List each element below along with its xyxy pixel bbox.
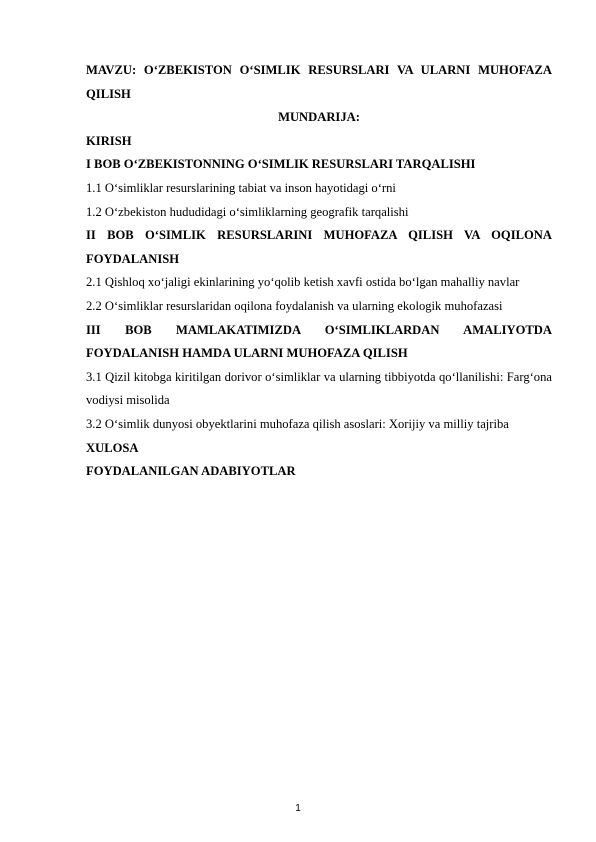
toc-entry-section-1-1: 1.1 O‘simliklar resurslarining tabiat va inson hayotidagi o‘rni xyxy=(86,180,396,195)
toc-entry-chapter-3: III BOB MAMLAKATIMIZDA O‘SIMLIKLARDAN AMALIYOTDA FOYDALANISH HAMDA ULARNI MUHOFAZA QILISH xyxy=(86,322,552,361)
toc-entry-section-1-2: 1.2 O‘zbekiston hududidagi o‘simliklarning geografik tarqalishi xyxy=(86,204,409,219)
topic-title: MAVZU: O‘ZBEKISTON O‘SIMLIK RESURSLARI VA ULARNI MUHOFAZA QILISH xyxy=(86,63,552,101)
toc-entry-section-2-1: 2.1 Qishloq xo‘jaligi ekinlarining yo‘qolib ketish xavfi ostida bo‘lgan mahalliy navlar xyxy=(86,275,520,290)
toc-entry-section-3-1: 3.1 Qizil kitobga kiritilgan dorivor o‘simliklar va ularning tibbiyotda qo‘llanilishi: Farg‘ona vodiysi misolida xyxy=(86,369,552,408)
toc-entry-section-2-2: 2.2 O‘simliklar resurslaridan oqilona foydalanish va ularning ekologik muhofazasi xyxy=(86,298,503,313)
toc-entry-intro: KIRISH xyxy=(86,133,132,148)
page-number: 1 xyxy=(295,803,301,814)
toc-entry-chapter-1: I BOB O‘ZBEKISTONNING O‘SIMLIK RESURSLARI TARQALISHI xyxy=(86,157,476,172)
toc-entry-section-3-2: 3.2 O‘simlik dunyosi obyektlarini muhofaza qilish asoslari: Xorijiy va milliy tajriba xyxy=(86,416,509,431)
toc-entry-conclusion: XULOSA xyxy=(86,440,139,455)
toc-entry-chapter-2: II BOB O‘SIMLIK RESURSLARINI MUHOFAZA QILISH VA OQILONA FOYDALANISH xyxy=(86,228,552,266)
toc-entry-references: FOYDALANILGAN ADABIYOTLAR xyxy=(86,464,296,479)
page-content xyxy=(86,59,552,484)
contents-heading: MUNDARIJA: xyxy=(278,110,360,125)
